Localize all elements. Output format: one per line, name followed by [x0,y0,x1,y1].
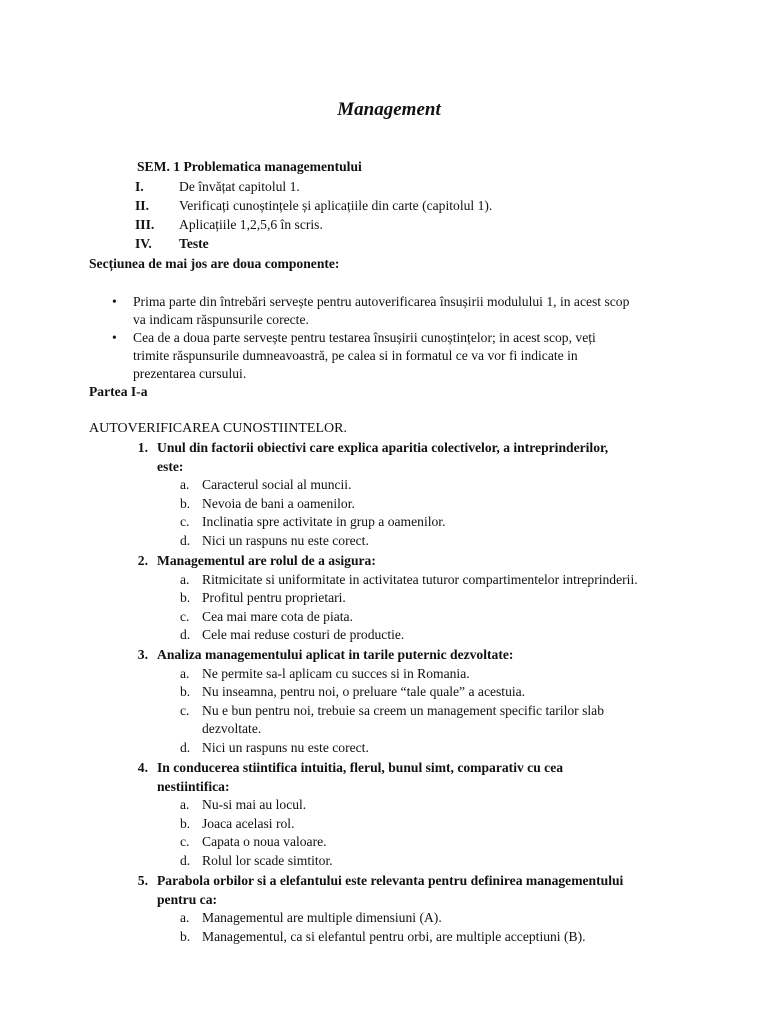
option-letter: c. [180,514,190,530]
option-text: Managementul are multiple dimensiuni (A). [202,910,442,926]
task-text: Aplicațiile 1,2,5,6 în scris. [179,217,323,232]
option-letter: a. [180,665,190,681]
question-text: Unul din factorii obiectivi care explica aparitia colectivelor, a intreprinderilor, [157,440,609,455]
option-text: Joaca acelasi rol. [202,815,295,831]
option-letter: c. [180,702,190,718]
task-text: De învățat capitolul 1. [179,179,300,194]
question-text: nestiintifica: [157,778,230,794]
option-text: Nici un raspuns nu este corect. [202,533,369,548]
question-number: 4. [137,760,148,775]
task-number: II. [135,198,149,213]
question-text: In conducerea stiintifica intuitia, flerul, bunul simt, comparativ cu cea [157,760,564,775]
option-text: Nu-si mai au locul. [202,797,307,813]
option-text: dezvoltate. [202,721,262,737]
document-title: Management [337,99,441,120]
question-text: Managementul are rolul de a asigura: [157,553,376,568]
option-text: Inclinatia spre activitate in grup a oamenilor. [202,514,446,530]
bullet-line: trimite răspunsurile dumneavoastră, pe calea si in formatul ce va vor fi indicate in [133,348,578,363]
task-number: I. [135,179,144,194]
option-letter: b. [180,815,191,831]
question-text: Analiza managementului aplicat in tarile puternic dezvoltate: [157,647,514,662]
option-text: Rolul lor scade simtitor. [202,853,333,868]
bullet-marker: • [112,294,117,309]
option-text: Cele mai reduse costuri de productie. [202,627,405,643]
bullet-marker: • [112,330,117,345]
option-text: Ne permite sa-l aplicam cu succes si in Romania. [202,665,470,681]
question-number: 5. [137,873,148,888]
seminar-heading: SEM. 1 Problematica managementului [137,159,362,174]
option-letter: c. [180,834,190,850]
question-text: este: [157,458,184,474]
question-number: 2. [137,553,148,568]
option-text: Profitul pentru proprietari. [202,590,346,606]
option-letter: c. [180,608,190,624]
bullet-line: va indicam răspunsurile corecte. [133,312,309,327]
question-number: 1. [137,440,148,455]
question-text: Parabola orbilor si a elefantului este relevanta pentru definirea managementului [157,873,624,888]
option-letter: d. [180,853,191,868]
option-text: Nevoia de bani a oamenilor. [202,495,355,511]
task-number: IV. [135,236,152,251]
option-text: Ritmicitate si uniformitate in activitatea tuturor compartimentelor intreprinderii. [202,571,638,587]
option-text: Nici un raspuns nu este corect. [202,740,369,755]
option-text: Capata o noua valoare. [202,834,327,850]
option-letter: b. [180,928,191,944]
bullet-line: Prima parte din întrebări servește pentru autoverificarea însușirii modulului 1, in acest scop [133,294,630,309]
option-letter: a. [180,571,190,587]
option-letter: d. [180,740,191,755]
bullet-line: Cea de a doua parte servește pentru testarea însușirii cunoștințelor; in acest scop, veți [133,330,596,345]
option-letter: d. [180,627,191,643]
option-text: Managementul, ca si elefantul pentru orbi, are multiple acceptiuni (B). [202,928,586,944]
option-text: Caracterul social al muncii. [202,477,352,493]
bullet-line: prezentarea cursului. [133,366,247,381]
option-letter: d. [180,533,191,548]
question-text: pentru ca: [157,891,218,907]
option-letter: b. [180,590,191,606]
question-number: 3. [137,647,148,662]
option-letter: a. [180,797,190,813]
section-heading: Secțiunea de mai jos are doua componente: [89,256,340,271]
option-text: Nu inseamna, pentru noi, o preluare “tale quale” a acestuia. [202,684,526,700]
task-number: III. [135,217,155,232]
self-check-heading: AUTOVERIFICAREA CUNOSTIINTELOR. [89,421,347,436]
option-letter: b. [180,684,191,700]
option-letter: b. [180,495,191,511]
part-label: Partea I-a [89,384,148,399]
task-text: Verificați cunoștințele și aplicațiile din carte (capitolul 1). [179,198,493,213]
task-text: Teste [179,236,209,251]
option-text: Cea mai mare cota de piata. [202,608,353,624]
option-letter: a. [180,477,190,493]
option-text: Nu e bun pentru noi, trebuie sa creem un management specific tarilor slab [202,702,605,718]
option-letter: a. [180,910,190,926]
